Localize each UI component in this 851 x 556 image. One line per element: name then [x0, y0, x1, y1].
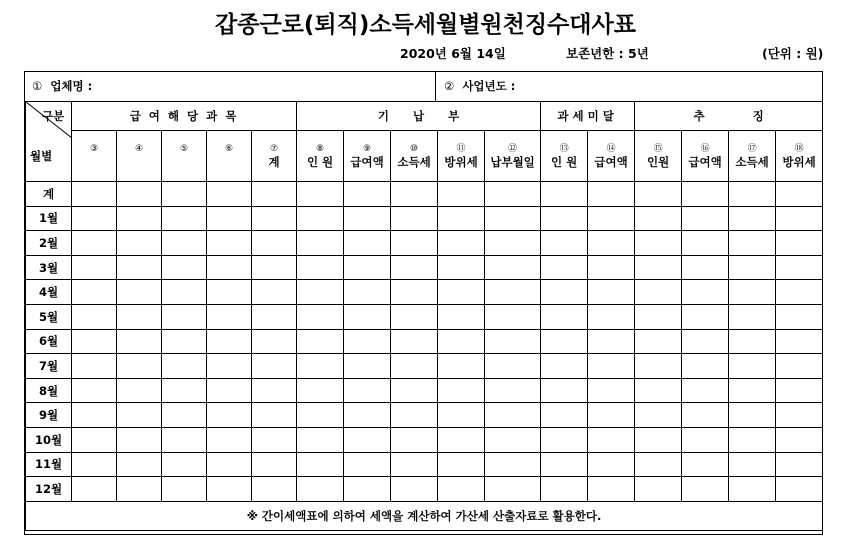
data-cell[interactable] [776, 304, 823, 329]
data-cell[interactable] [162, 378, 207, 403]
column-header: ⑧ 인 원 [297, 131, 344, 182]
data-cell[interactable] [252, 304, 297, 329]
data-cell[interactable] [438, 403, 485, 428]
data-cell[interactable] [485, 231, 541, 256]
column-header: ⑤ [162, 131, 207, 182]
data-cell[interactable] [729, 427, 776, 452]
data-cell[interactable] [297, 231, 344, 256]
row-label: 1월 [26, 206, 72, 231]
data-cell[interactable] [297, 378, 344, 403]
data-cell[interactable] [72, 280, 117, 305]
data-cell[interactable] [682, 477, 729, 502]
data-cell[interactable] [438, 231, 485, 256]
data-cell[interactable] [391, 354, 438, 379]
data-cell[interactable] [588, 329, 635, 354]
data-cell[interactable] [252, 280, 297, 305]
data-cell[interactable] [117, 403, 162, 428]
column-header: ⑬ 인 원 [541, 131, 588, 182]
data-cell[interactable] [438, 378, 485, 403]
data-cell[interactable] [391, 329, 438, 354]
data-cell[interactable] [682, 182, 729, 207]
column-header: ⑯ 급여액 [682, 131, 729, 182]
data-cell[interactable] [682, 329, 729, 354]
data-cell[interactable] [162, 304, 207, 329]
data-cell[interactable] [438, 304, 485, 329]
column-header: ⑩ 소득세 [391, 131, 438, 182]
table-row [26, 452, 823, 477]
table-row [26, 280, 823, 305]
row-label: 2월 [26, 231, 72, 256]
data-cell[interactable] [252, 452, 297, 477]
data-cell[interactable] [117, 329, 162, 354]
data-cell[interactable] [72, 255, 117, 280]
data-cell[interactable] [252, 182, 297, 207]
data-cell[interactable] [297, 477, 344, 502]
data-cell[interactable] [297, 329, 344, 354]
data-cell[interactable] [207, 378, 252, 403]
data-cell[interactable] [207, 280, 252, 305]
data-cell[interactable] [117, 354, 162, 379]
data-cell[interactable] [485, 329, 541, 354]
data-cell[interactable] [682, 255, 729, 280]
data-cell[interactable] [117, 452, 162, 477]
data-cell[interactable] [438, 280, 485, 305]
data-cell[interactable] [485, 304, 541, 329]
data-cell[interactable] [207, 206, 252, 231]
data-cell[interactable] [729, 206, 776, 231]
data-cell[interactable] [162, 255, 207, 280]
data-cell[interactable] [297, 354, 344, 379]
row-label: 7월 [26, 354, 72, 379]
table-row [26, 206, 823, 231]
data-cell[interactable] [391, 206, 438, 231]
data-cell[interactable] [541, 427, 588, 452]
data-cell[interactable] [72, 477, 117, 502]
data-cell[interactable] [344, 354, 391, 379]
data-cell[interactable] [252, 231, 297, 256]
data-cell[interactable] [207, 329, 252, 354]
table-row [26, 403, 823, 428]
data-cell[interactable] [344, 182, 391, 207]
data-cell[interactable] [391, 427, 438, 452]
data-cell[interactable] [117, 477, 162, 502]
data-cell[interactable] [344, 378, 391, 403]
data-cell[interactable] [207, 403, 252, 428]
data-cell[interactable] [485, 182, 541, 207]
data-cell[interactable] [635, 329, 682, 354]
column-header: ⑭ 급여액 [588, 131, 635, 182]
data-cell[interactable] [485, 403, 541, 428]
data-cell[interactable] [117, 182, 162, 207]
data-cell[interactable] [485, 354, 541, 379]
data-cell[interactable] [635, 427, 682, 452]
data-cell[interactable] [344, 403, 391, 428]
data-cell[interactable] [635, 477, 682, 502]
data-cell[interactable] [776, 182, 823, 207]
data-cell[interactable] [776, 452, 823, 477]
data-cell[interactable] [72, 206, 117, 231]
company-number: ① [32, 79, 43, 93]
data-cell[interactable] [541, 403, 588, 428]
data-cell[interactable] [438, 477, 485, 502]
data-cell[interactable] [207, 452, 252, 477]
data-cell[interactable] [682, 403, 729, 428]
data-cell[interactable] [635, 231, 682, 256]
data-cell[interactable] [588, 427, 635, 452]
column-header: ⑦ 계 [252, 131, 297, 182]
data-cell[interactable] [72, 329, 117, 354]
data-cell[interactable] [344, 452, 391, 477]
table-row [26, 182, 823, 207]
data-cell[interactable] [682, 354, 729, 379]
data-cell[interactable] [162, 329, 207, 354]
data-cell[interactable] [72, 403, 117, 428]
data-cell[interactable] [729, 403, 776, 428]
data-cell[interactable] [682, 427, 729, 452]
data-cell[interactable] [391, 231, 438, 256]
row-label: 3월 [26, 255, 72, 280]
data-cell[interactable] [344, 231, 391, 256]
data-cell[interactable] [485, 477, 541, 502]
data-cell[interactable] [635, 304, 682, 329]
data-cell[interactable] [682, 378, 729, 403]
data-cell[interactable] [485, 206, 541, 231]
data-cell[interactable] [682, 304, 729, 329]
data-cell[interactable] [344, 304, 391, 329]
data-cell[interactable] [207, 427, 252, 452]
data-cell[interactable] [776, 427, 823, 452]
data-cell[interactable] [297, 280, 344, 305]
data-cell[interactable] [776, 280, 823, 305]
data-cell[interactable] [207, 477, 252, 502]
data-cell[interactable] [776, 329, 823, 354]
table-row [26, 255, 823, 280]
data-cell[interactable] [297, 182, 344, 207]
data-cell[interactable] [729, 280, 776, 305]
data-cell[interactable] [776, 403, 823, 428]
table-row [26, 231, 823, 256]
row-label: 4월 [26, 280, 72, 305]
column-header-row [26, 131, 823, 182]
column-header: ⑰ 소득세 [729, 131, 776, 182]
data-cell[interactable] [588, 403, 635, 428]
data-cell[interactable] [117, 231, 162, 256]
business-year-label: 사업년도 : [462, 79, 516, 93]
data-cell[interactable] [344, 477, 391, 502]
data-cell[interactable] [729, 182, 776, 207]
data-cell[interactable] [729, 329, 776, 354]
data-cell[interactable] [588, 378, 635, 403]
row-label: 10월 [26, 427, 72, 452]
company-name-label: 업체명 : [50, 79, 93, 93]
data-cell[interactable] [682, 231, 729, 256]
column-header: ⑨ 급여액 [344, 131, 391, 182]
data-cell[interactable] [344, 280, 391, 305]
data-cell[interactable] [588, 231, 635, 256]
data-cell[interactable] [297, 206, 344, 231]
data-cell[interactable] [588, 452, 635, 477]
data-cell[interactable] [391, 304, 438, 329]
data-cell[interactable] [252, 378, 297, 403]
data-cell[interactable] [297, 427, 344, 452]
data-cell[interactable] [162, 427, 207, 452]
data-cell[interactable] [541, 452, 588, 477]
data-cell[interactable] [117, 280, 162, 305]
company-name-field[interactable] [32, 72, 92, 101]
data-cell[interactable] [485, 255, 541, 280]
data-cell[interactable] [72, 304, 117, 329]
data-cell[interactable] [344, 255, 391, 280]
data-cell[interactable] [729, 354, 776, 379]
data-cell[interactable] [776, 354, 823, 379]
data-cell[interactable] [776, 231, 823, 256]
data-cell[interactable] [729, 452, 776, 477]
column-header: ⑥ [207, 131, 252, 182]
data-cell[interactable] [117, 378, 162, 403]
data-cell[interactable] [485, 452, 541, 477]
data-cell[interactable] [162, 206, 207, 231]
data-cell[interactable] [117, 304, 162, 329]
data-cell[interactable] [485, 427, 541, 452]
business-year-field[interactable] [444, 72, 515, 101]
table-row [26, 378, 823, 403]
data-cell[interactable] [438, 427, 485, 452]
data-cell[interactable] [252, 329, 297, 354]
withholding-table [25, 101, 823, 531]
row-label: 8월 [26, 378, 72, 403]
data-cell[interactable] [635, 378, 682, 403]
data-cell[interactable] [635, 206, 682, 231]
data-cell[interactable] [297, 403, 344, 428]
data-cell[interactable] [776, 378, 823, 403]
data-cell[interactable] [207, 255, 252, 280]
data-cell[interactable] [438, 255, 485, 280]
data-cell[interactable] [117, 206, 162, 231]
data-cell[interactable] [162, 182, 207, 207]
data-cell[interactable] [391, 452, 438, 477]
data-cell[interactable] [682, 280, 729, 305]
row-label: 계 [26, 182, 72, 207]
data-cell[interactable] [541, 182, 588, 207]
data-cell[interactable] [438, 452, 485, 477]
column-header: ④ [117, 131, 162, 182]
data-cell[interactable] [541, 378, 588, 403]
data-cell[interactable] [776, 477, 823, 502]
data-cell[interactable] [729, 378, 776, 403]
data-cell[interactable] [297, 255, 344, 280]
data-cell[interactable] [588, 255, 635, 280]
data-cell[interactable] [252, 477, 297, 502]
group-salary-items: 급 여 해 당 과 목 [72, 102, 297, 131]
data-cell[interactable] [541, 477, 588, 502]
ledger-form [24, 71, 823, 535]
corner-header [26, 102, 72, 182]
data-cell[interactable] [541, 329, 588, 354]
info-divider [435, 72, 436, 101]
data-cell[interactable] [635, 280, 682, 305]
data-cell[interactable] [162, 231, 207, 256]
data-cell[interactable] [162, 452, 207, 477]
data-cell[interactable] [252, 255, 297, 280]
data-cell[interactable] [485, 280, 541, 305]
data-cell[interactable] [588, 206, 635, 231]
data-cell[interactable] [541, 304, 588, 329]
row-label: 6월 [26, 329, 72, 354]
column-header: ⑮ 인원 [635, 131, 682, 182]
data-cell[interactable] [635, 182, 682, 207]
data-cell[interactable] [776, 206, 823, 231]
data-cell[interactable] [72, 427, 117, 452]
data-cell[interactable] [588, 182, 635, 207]
data-cell[interactable] [682, 452, 729, 477]
year-number: ② [444, 79, 455, 93]
issue-date: 2020년 6월 14일 [400, 46, 506, 61]
data-cell[interactable] [344, 427, 391, 452]
data-cell[interactable] [117, 255, 162, 280]
data-cell[interactable] [541, 206, 588, 231]
data-cell[interactable] [252, 206, 297, 231]
row-label: 9월 [26, 403, 72, 428]
data-cell[interactable] [635, 354, 682, 379]
data-cell[interactable] [391, 403, 438, 428]
table-row [26, 427, 823, 452]
data-cell[interactable] [72, 354, 117, 379]
data-cell[interactable] [438, 354, 485, 379]
group-additional: 추 징 [635, 102, 823, 131]
data-cell[interactable] [162, 477, 207, 502]
data-cell[interactable] [252, 427, 297, 452]
data-cell[interactable] [588, 477, 635, 502]
data-cell[interactable] [207, 231, 252, 256]
data-cell[interactable] [72, 378, 117, 403]
data-cell[interactable] [541, 255, 588, 280]
currency-unit: (단위 : 원) [762, 46, 824, 61]
footer-note: ※ 간이세액표에 의하여 세액을 계산하여 가산세 산출자료로 활용한다. [26, 501, 823, 530]
data-cell[interactable] [635, 255, 682, 280]
row-label: 5월 [26, 304, 72, 329]
table-row [26, 354, 823, 379]
data-cell[interactable] [344, 206, 391, 231]
data-cell[interactable] [207, 182, 252, 207]
data-cell[interactable] [438, 329, 485, 354]
data-cell[interactable] [162, 403, 207, 428]
data-cell[interactable] [391, 378, 438, 403]
data-cell[interactable] [588, 280, 635, 305]
group-under-tax: 과세미달 [541, 102, 635, 131]
data-cell[interactable] [162, 280, 207, 305]
table-row [26, 329, 823, 354]
data-cell[interactable] [344, 329, 391, 354]
data-cell[interactable] [391, 255, 438, 280]
column-header: ③ [72, 131, 117, 182]
data-cell[interactable] [297, 452, 344, 477]
column-header: ⑫ 납부월일 [485, 131, 541, 182]
data-cell[interactable] [588, 354, 635, 379]
table-row [26, 304, 823, 329]
row-label: 11월 [26, 452, 72, 477]
category-label: 구분 [42, 109, 65, 123]
data-cell[interactable] [297, 304, 344, 329]
data-cell[interactable] [485, 378, 541, 403]
data-cell[interactable] [729, 231, 776, 256]
data-cell[interactable] [72, 452, 117, 477]
data-cell[interactable] [438, 206, 485, 231]
data-cell[interactable] [252, 354, 297, 379]
column-header: ⑱ 방위세 [776, 131, 823, 182]
row-label: 12월 [26, 477, 72, 502]
group-paid: 기 납 부 [297, 102, 541, 131]
data-cell[interactable] [117, 427, 162, 452]
data-cell[interactable] [72, 182, 117, 207]
data-cell[interactable] [729, 477, 776, 502]
table-row [26, 477, 823, 502]
data-cell[interactable] [438, 182, 485, 207]
data-cell[interactable] [541, 280, 588, 305]
data-cell[interactable] [729, 304, 776, 329]
data-cell[interactable] [729, 255, 776, 280]
data-cell[interactable] [391, 280, 438, 305]
data-cell[interactable] [72, 231, 117, 256]
data-cell[interactable] [541, 354, 588, 379]
data-cell[interactable] [588, 304, 635, 329]
page-title: 갑종근로(퇴직)소득세월별원천징수대사표 [215, 12, 636, 38]
data-cell[interactable] [682, 206, 729, 231]
data-cell[interactable] [252, 403, 297, 428]
data-cell[interactable] [162, 354, 207, 379]
data-cell[interactable] [207, 354, 252, 379]
data-cell[interactable] [207, 304, 252, 329]
data-cell[interactable] [635, 403, 682, 428]
data-cell[interactable] [391, 182, 438, 207]
data-cell[interactable] [541, 231, 588, 256]
data-cell[interactable] [776, 255, 823, 280]
retention-period: 보존년한 : 5년 [566, 46, 649, 61]
data-cell[interactable] [635, 452, 682, 477]
data-cell[interactable] [391, 477, 438, 502]
column-header: ⑪ 방위세 [438, 131, 485, 182]
month-label: 월별 [30, 149, 53, 163]
